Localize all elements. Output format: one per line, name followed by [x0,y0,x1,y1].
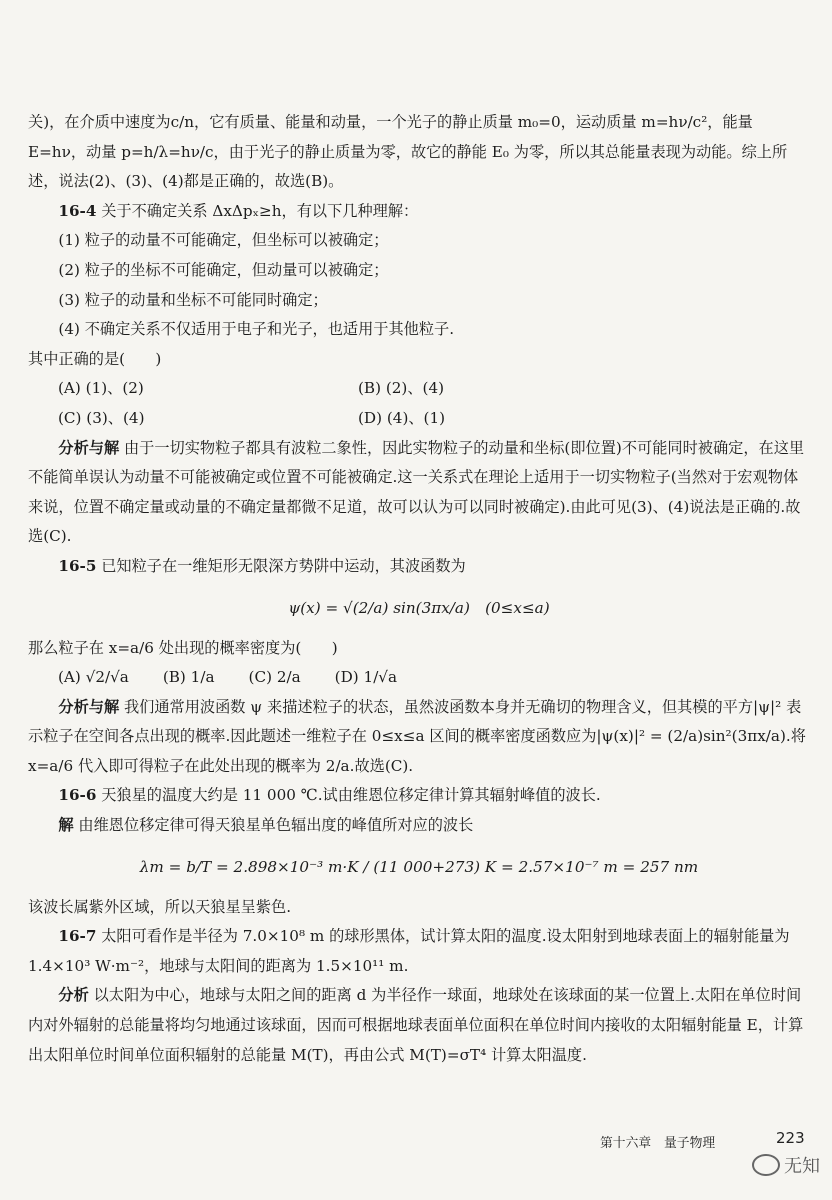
answer-text: 由维恩位移定律可得天狼星单色辐出度的峰值所对应的波长 [78,816,474,835]
answer-text: 我们通常用波函数 ψ 来描述粒子的状态，虽然波函数本身并无确切的物理含义，但其模的平方|ψ|² 表示粒子在空间各点出现的概率.因此题述一维粒子在 0≤x≤a 区间的概率密度函数应为|ψ(x)|² = (2/a)sin²(3πx/a).将 x=a/6 代入即可得粒子在此处出现的概率为 2/a.故选(C). [28,697,806,775]
answer-16-4 [28,434,810,552]
option-a: (A) (1)、(2) [58,379,144,398]
watermark-text: 无知 [784,1156,820,1177]
options-row [28,404,810,434]
options-row [28,374,810,404]
question-16-7 [28,922,810,981]
option-c: (C) 2/a [248,668,301,687]
option-d: (D) 1/√a [334,668,398,687]
chapter-footer: 第十六章 量子物理 [600,1136,716,1151]
answer-text: 由于一切实物粒子都具有波粒二象性，因此实物粒子的动量和坐标(即位置)不可能同时被确定，在这里不能简单误认为动量不可能被确定或位置不可能被确定.这一关系式在理论上适用于一切实物粒子(当然对于宏观物体来说，位置不确定量或动量的不确定量都微不足道，故可以认为可以同时被确定).由此可见(3)、(4)说法是正确的.故选(C). [28,438,805,546]
option-b: (B) (2)、(4) [358,379,445,398]
question-text: 天狼星的温度大约是 11 000 ℃.试由维恩位移定律计算其辐射峰值的波长. [101,786,601,805]
question-item: (1) 粒子的动量不可能确定，但坐标可以被确定； [58,231,389,250]
wechat-icon [752,1154,780,1176]
page-number: 223 [776,1129,805,1147]
question-number: 16-5 [58,556,97,575]
option-c: (C) (3)、(4) [58,408,145,427]
question-text: 关于不确定关系 ΔxΔpₓ≥h，有以下几种理解： [101,201,419,220]
answer-text: 以太阳为中心，地球与太阳之间的距离 d 为半径作一球面，地球处在该球面的某一位置上.太阳在单位时间内对外辐射的总能量将均匀地通过该球面，因而可根据地球表面单位面积在单位时间内接收的太阳辐射能量 E，计算出太阳单位时间单位面积辐射的总能量 M(T)，再由公式 M(T)=σT⁴ 计算太阳温度. [28,986,804,1064]
question-number: 16-7 [58,927,97,946]
question-text: 已知粒子在一维矩形无限深方势阱中运动，其波函数为 [101,556,466,575]
question-16-4 [28,197,810,227]
answer-16-7 [28,981,810,1070]
answer-16-5 [28,693,810,782]
option-b: (B) 1/a [162,668,215,687]
answer-label: 分析 [58,986,89,1005]
option-d: (D) (4)、(1) [358,408,446,427]
question-number: 16-6 [58,786,97,805]
question-16-6 [28,781,810,811]
watermark [752,1152,820,1178]
question-item: (2) 粒子的坐标不可能确定，但动量可以被确定； [58,260,389,279]
page-content [28,108,810,1070]
question-16-5 [28,552,810,582]
conclusion-text: 该波长属紫外区域，所以天狼星呈紫色. [28,897,292,916]
answer-16-6 [28,811,810,841]
answer-label: 解 [58,816,74,835]
answer-label: 分析与解 [58,438,120,457]
question-item: (4) 不确定关系不仅适用于电子和光子，也适用于其他粒子. [58,320,455,339]
options-row [28,663,810,693]
wave-function-equation: ψ(x) = √(2/a) sin(3πx/a) (0≤x≤a) [288,598,550,617]
question-text: 太阳可看作是半径为 7.0×10⁸ m 的球形黑体，试计算太阳的温度.设太阳射到地球表面上的辐射能量为 1.4×10³ W·m⁻²，地球与太阳间的距离为 1.5×10¹¹ m. [28,927,790,975]
question-item: (3) 粒子的动量和坐标不可能同时确定； [58,290,328,309]
question-ask: 其中正确的是( ) [28,349,162,368]
paragraph-photon-summary: 关)，在介质中速度为c/n，它有质量、能量和动量，一个光子的静止质量 m₀=0，运动质量 m=hν/c²，能量 E=hν，动量 p=h/λ=hν/c，由于光子的静止质量为零，故它的静能 E₀ 为零，所以其总能量表现为动能。综上所述，说法(2)、(3)、(4)都是正确的，故选(B)。 [28,113,788,191]
option-a: (A) √2/√a [58,668,129,687]
question-ask: 那么粒子在 x=a/6 处出现的概率密度为( ) [28,638,338,657]
wien-equation: λm = b/T = 2.898×10⁻³ m·K / (11 000+273) K = 2.57×10⁻⁷ m = 257 nm [139,857,699,876]
answer-label: 分析与解 [58,697,120,716]
question-number: 16-4 [58,201,97,220]
